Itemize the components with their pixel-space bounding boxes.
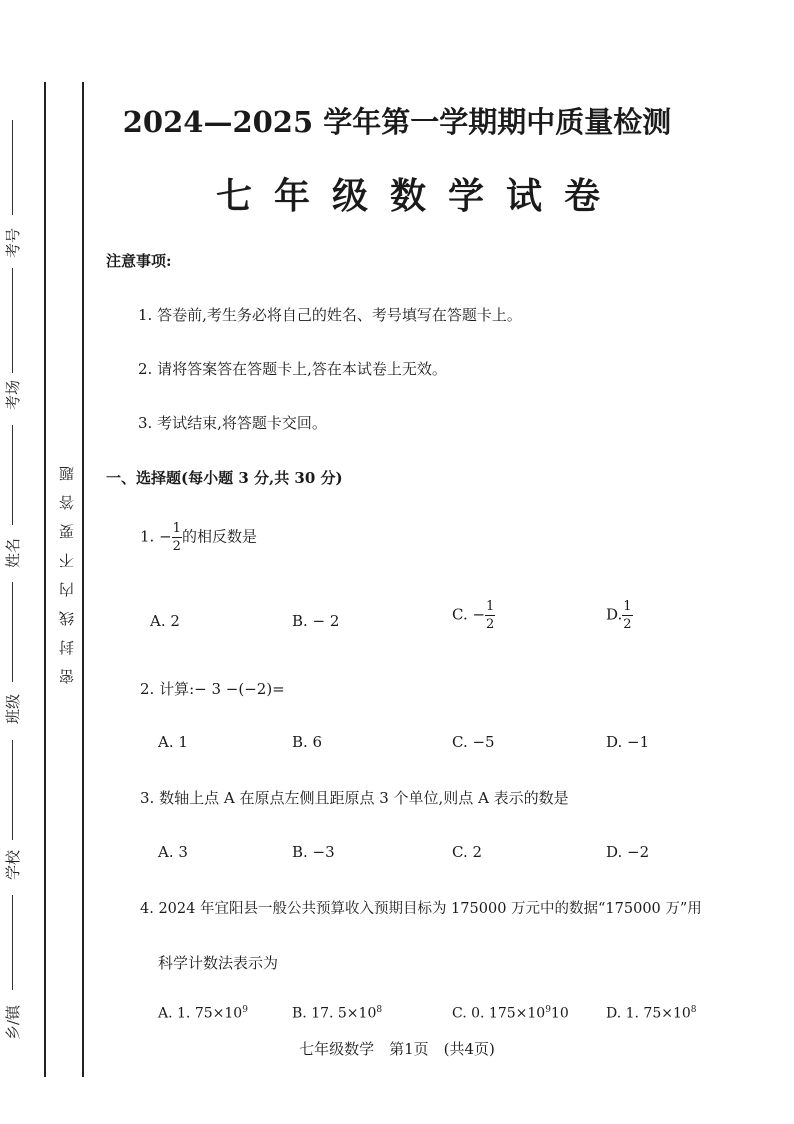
label-class: 班级 <box>4 693 22 724</box>
label-exam-number: 考号 <box>4 227 22 258</box>
q1-option-a: A. 2 <box>150 612 180 630</box>
q1-option-b: B. − 2 <box>292 612 340 630</box>
note-item: 3. 考试结束,将答题卡交回。 <box>138 414 327 432</box>
blank-line <box>12 425 13 525</box>
note-item: 2. 请将答案答在答题卡上,答在本试卷上无效。 <box>138 360 447 378</box>
label-name: 姓名 <box>4 537 22 568</box>
q2-option-c: C. −5 <box>452 733 495 751</box>
question-4-line2: 科学计数法表示为 <box>158 954 279 972</box>
q3-option-d: D. −2 <box>606 843 650 861</box>
question-3: 3. 数轴上点 A 在原点左侧且距原点 3 个单位,则点 A 表示的数是 <box>140 789 569 807</box>
note-item: 1. 答卷前,考生务必将自己的姓名、考号填写在答题卡上。 <box>138 306 522 324</box>
question-4-line1: 4. 2024 年宜阳县一般公共预算收入预期目标为 175000 万元中的数据“175000 万”用 <box>140 901 702 917</box>
q2-option-b: B. 6 <box>292 733 323 751</box>
binding-line-outer <box>44 82 46 1077</box>
q3-option-b: B. −3 <box>292 843 335 861</box>
section-heading: 一、选择题(每小题 3 分,共 30 分) <box>106 469 343 487</box>
notes-heading: 注意事项: <box>106 252 172 270</box>
binding-line-inner <box>82 82 84 1077</box>
page-footer: 七年级数学 第1页 (共4页) <box>299 1040 495 1058</box>
q1-fraction: $\frac{1}{2}$ <box>172 521 181 554</box>
q4-option-a: A. 1. $75\times 10^9$ <box>158 1005 248 1022</box>
blank-line <box>12 895 13 990</box>
q1-option-c: C. − $\frac{1}{2}$ <box>452 599 495 632</box>
seal-warning: 密封线内不要答题 <box>58 452 76 684</box>
question-2: 2. 计算:− 3 −(−2)= <box>140 680 285 698</box>
question-1 <box>140 522 257 553</box>
exam-subtitle: 七年级数学试卷 <box>215 175 622 217</box>
label-exam-room: 考场 <box>4 379 22 410</box>
exam-title: 2024—2025 学年第一学期期中质量检测 <box>122 105 672 139</box>
q4-option-b: B. 17. $5\times 10^8$ <box>292 1005 383 1022</box>
q2-option-d: D. −1 <box>606 733 650 751</box>
label-township: 乡/镇 <box>4 1004 22 1040</box>
q1-option-d: D. $\frac{1}{2}$ <box>606 599 632 632</box>
blank-line <box>12 582 13 682</box>
q4-option-c: C. 0. $175\times 10^910$ <box>452 1005 569 1022</box>
q2-option-a: A. 1 <box>158 733 188 751</box>
q4-option-d: D. 1. $75\times 10^8$ <box>606 1005 697 1022</box>
q3-option-a: A. 3 <box>158 843 188 861</box>
q1-suffix: 的相反数是 <box>181 527 257 546</box>
blank-line <box>12 268 13 373</box>
blank-line <box>12 740 13 840</box>
label-school: 学校 <box>4 849 22 880</box>
q3-option-c: C. 2 <box>452 843 483 861</box>
q1-prefix: 1. − <box>140 527 172 546</box>
